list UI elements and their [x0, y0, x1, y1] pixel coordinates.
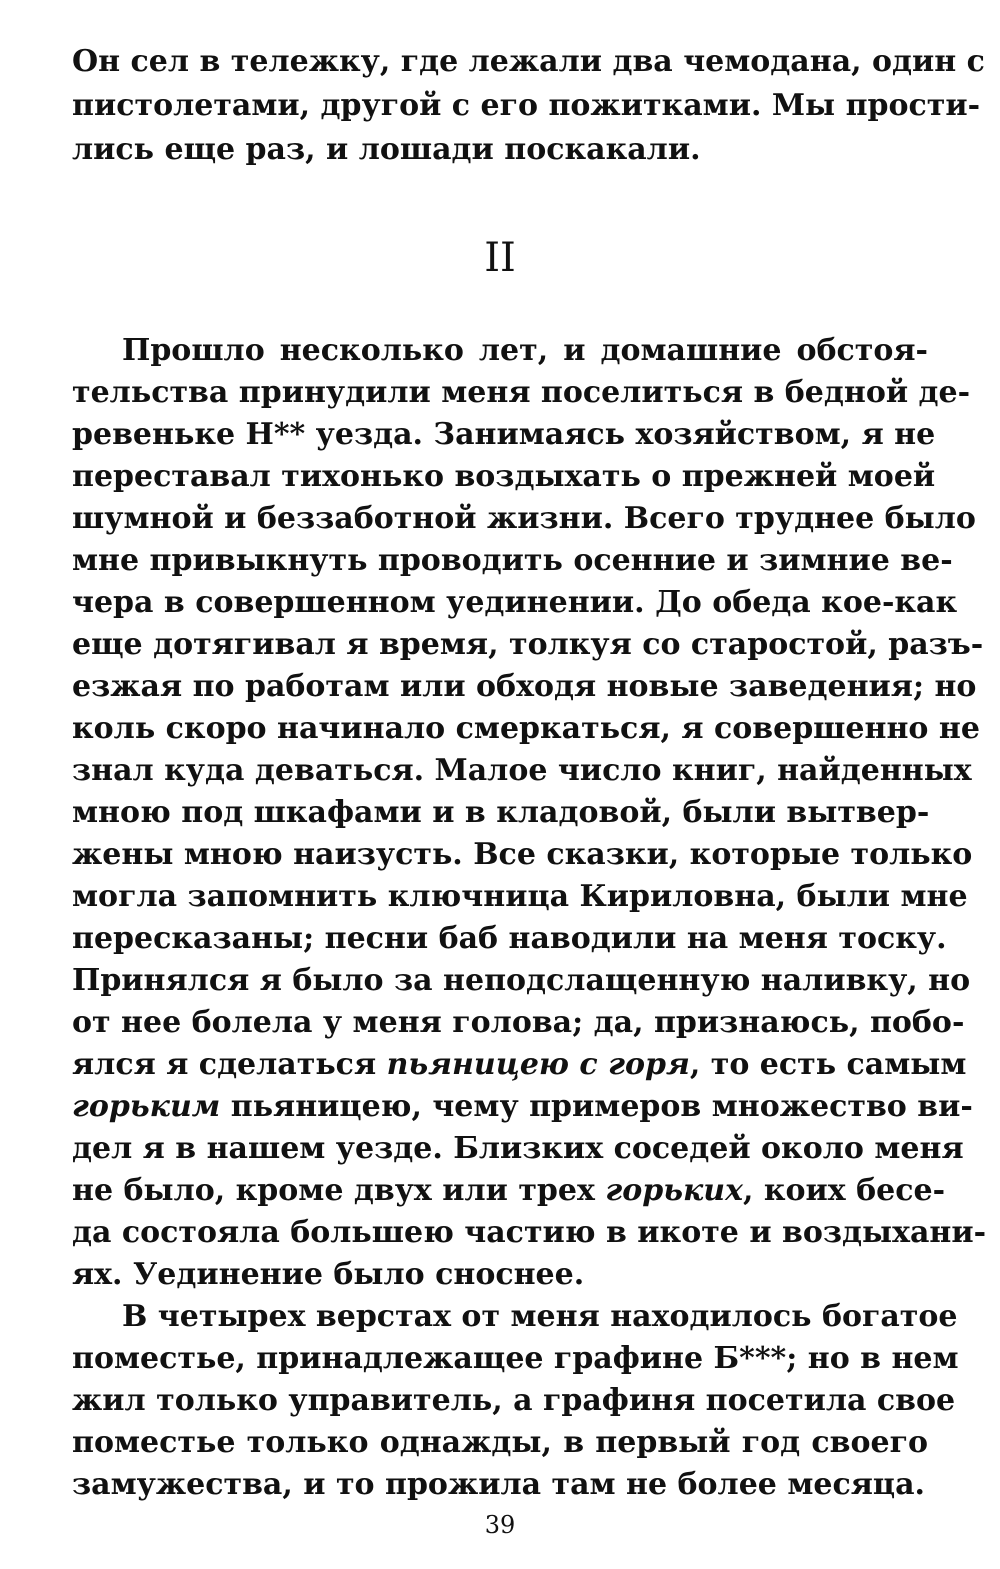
- text-line: замужества, и то прожила там не более месяца.: [72, 1467, 925, 1502]
- text-line: переставал тихонько воздыхать о прежней моей: [72, 459, 936, 494]
- italic-emphasis: пьяницею с горя: [386, 1047, 690, 1082]
- book-page: [72, 40, 987, 1539]
- text-line: Прошло несколько лет, и домашние обстоя-: [122, 333, 928, 368]
- text-line: шумной и беззаботной жизни. Всего труднее было: [72, 501, 976, 536]
- text-line: знал куда деваться. Малое число книг, найденных: [72, 753, 972, 788]
- text-line: ях. Уединение было сноснее.: [72, 1257, 585, 1292]
- text-line: поместье только однажды, в первый год своего: [72, 1425, 928, 1460]
- plain-text: ялся я сделаться: [72, 1047, 387, 1082]
- text-line: Он сел в тележку, где лежали два чемодана, один с: [72, 44, 985, 79]
- text-line: езжая по работам или обходя новые заведения; но: [72, 669, 977, 704]
- text-line: дел я в нашем уезде. Близких соседей около меня: [72, 1131, 964, 1166]
- chapter-heading: II: [484, 235, 516, 281]
- text-line: от нее болела у меня голова; да, признаюсь, побо-: [72, 1005, 965, 1040]
- text-line: Принялся я было за неподслащенную наливку, но: [72, 963, 971, 998]
- text-line: ревеньке Н** уезда. Занимаясь хозяйством, я не: [72, 417, 936, 452]
- text-line: коль скоро начинало смеркаться, я совершенно не: [72, 711, 980, 746]
- text-line-with-emphasis: [72, 1043, 967, 1087]
- italic-emphasis: горьким: [72, 1089, 221, 1124]
- plain-text: пьяницею, чему примеров множество ви-: [220, 1089, 973, 1124]
- text-line: тельства принудили меня поселиться в бедной де-: [72, 375, 971, 410]
- text-line: пересказаны; песни баб наводили на меня тоску.: [72, 921, 947, 956]
- text-line: В четырех верстах от меня находилось богатое: [122, 1299, 958, 1334]
- plain-text: не было, кроме двух или трех: [72, 1173, 606, 1208]
- plain-text: , коих бесе-: [742, 1173, 946, 1208]
- plain-text: , то есть самым: [689, 1047, 967, 1082]
- text-line: жены мною наизусть. Все сказки, которые только: [72, 837, 973, 872]
- text-line: еще дотягивал я время, толкуя со старостой, разъ-: [72, 627, 984, 662]
- text-line-with-emphasis: [72, 1085, 973, 1129]
- text-line: да состояла большею частию в икоте и воздыхани-: [72, 1215, 987, 1250]
- text-line: чера в совершенном уединении. До обеда кое-как: [72, 585, 958, 620]
- text-line: мною под шкафами и в кладовой, были вытвер-: [72, 795, 930, 830]
- text-line: могла запомнить ключница Кириловна, были мне: [72, 879, 968, 914]
- text-line: лись еще раз, и лошади поскакали.: [72, 132, 701, 167]
- text-line: пистолетами, другой с его пожитками. Мы прости-: [72, 88, 981, 123]
- text-line: жил только управитель, а графиня посетила свое: [72, 1383, 956, 1418]
- text-line-with-emphasis: [72, 1169, 946, 1213]
- text-line: мне привыкнуть проводить осенние и зимние ве-: [72, 543, 953, 578]
- italic-emphasis: горьких: [605, 1173, 743, 1208]
- text-line: поместье, принадлежащее графине Б***; но в нем: [72, 1341, 959, 1376]
- page-number: 39: [484, 1511, 516, 1539]
